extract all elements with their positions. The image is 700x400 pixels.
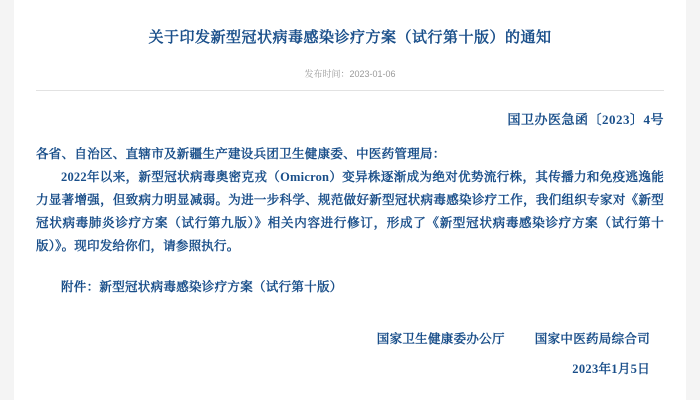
signature-left: 国家卫生健康委办公厅: [376, 331, 505, 346]
signature-right: 国家中医药局综合司: [534, 331, 650, 346]
page-title: 关于印发新型冠状病毒感染诊疗方案（试行第十版）的通知: [148, 30, 552, 46]
publish-meta: [36, 67, 664, 80]
page-right-margin: [686, 0, 700, 400]
header-divider: [36, 90, 664, 91]
attachment-line: 附件：新型冠状病毒感染诊疗方案（试行第十版）: [61, 279, 343, 294]
recipient-line: 各省、自治区、直辖市及新疆生产建设兵团卫生健康委、中医药管理局：: [36, 147, 446, 161]
body-paragraph: 2022年以来，新型冠状病毒奥密克戎（Omicron）变异株逐渐成为绝对优势流行株，其传播力和免疫逃逸能力显著增强，但致病力明显减弱。为进一步科学、规范做好新型冠状病毒感染诊疗工作，我们组织专家对《新型冠状病毒肺炎诊疗方案（试行第九版）》相关内容进行修订，形成了《新型冠状病毒感染诊疗方案（试行第十版）》。现印发给你们，请参照执行。: [36, 170, 664, 254]
publish-label: 发布时间：: [304, 69, 350, 79]
page-left-margin: [0, 0, 14, 400]
publish-date: 2023-01-06: [349, 69, 396, 79]
document-number: 国卫办医急函〔2023〕4号: [507, 112, 664, 127]
signature-row: [36, 329, 664, 347]
sign-date: 2023年1月5日: [572, 361, 650, 376]
